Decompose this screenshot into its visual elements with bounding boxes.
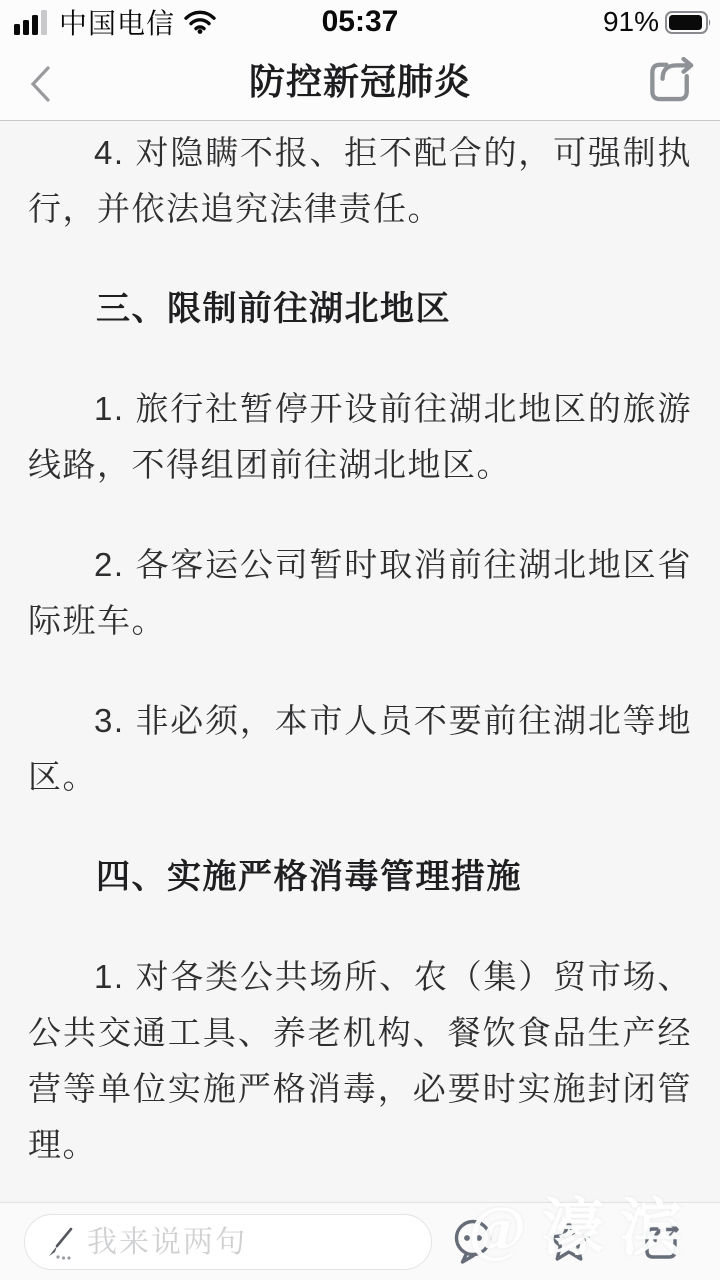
header	[0, 0, 720, 121]
comment-input-pill[interactable]	[24, 1214, 432, 1270]
star-icon[interactable]	[546, 1218, 592, 1266]
battery-icon	[665, 11, 712, 34]
comment-input[interactable]	[85, 1216, 419, 1270]
page-title: 防控新冠肺炎	[248, 60, 471, 102]
clock: 05:37	[321, 5, 399, 38]
status-bar	[0, 0, 720, 44]
carrier-label: 中国电信	[59, 8, 176, 39]
paragraph: 2. 各客运公司暂时取消前往湖北地区省际班车。	[28, 546, 692, 639]
paragraph: 3. 非必须，本市人员不要前往湖北等地区。	[28, 702, 692, 795]
watermark: @濠滨	[468, 1195, 698, 1263]
status-right	[603, 0, 712, 44]
section-heading: 三、限制前往湖北地区	[96, 290, 451, 328]
back-chevron-icon[interactable]	[26, 62, 56, 106]
share-icon[interactable]	[646, 54, 702, 106]
comment-bubble-icon[interactable]	[450, 1218, 496, 1266]
nav-bar	[0, 44, 720, 120]
share-icon[interactable]	[640, 1218, 686, 1266]
paragraph: 4. 对隐瞒不报、拒不配合的，可强制执行，并依法追究法律责任。	[28, 134, 692, 227]
section-heading: 四、实施严格消毒管理措施	[96, 858, 522, 896]
paragraph: 1. 对各类公共场所、农（集）贸市场、公共交通工具、养老机构、餐饮食品生产经营等单位实施严格消毒，必要时实施封闭管理。	[28, 958, 692, 1163]
article-body	[0, 121, 720, 1202]
battery-percent: 91%	[602, 6, 659, 37]
paragraph: 1. 旅行社暂停开设前往湖北地区的旅游线路，不得组团前往湖北地区。	[28, 390, 692, 483]
bottom-toolbar	[0, 1202, 720, 1280]
pen-icon	[43, 1226, 79, 1262]
